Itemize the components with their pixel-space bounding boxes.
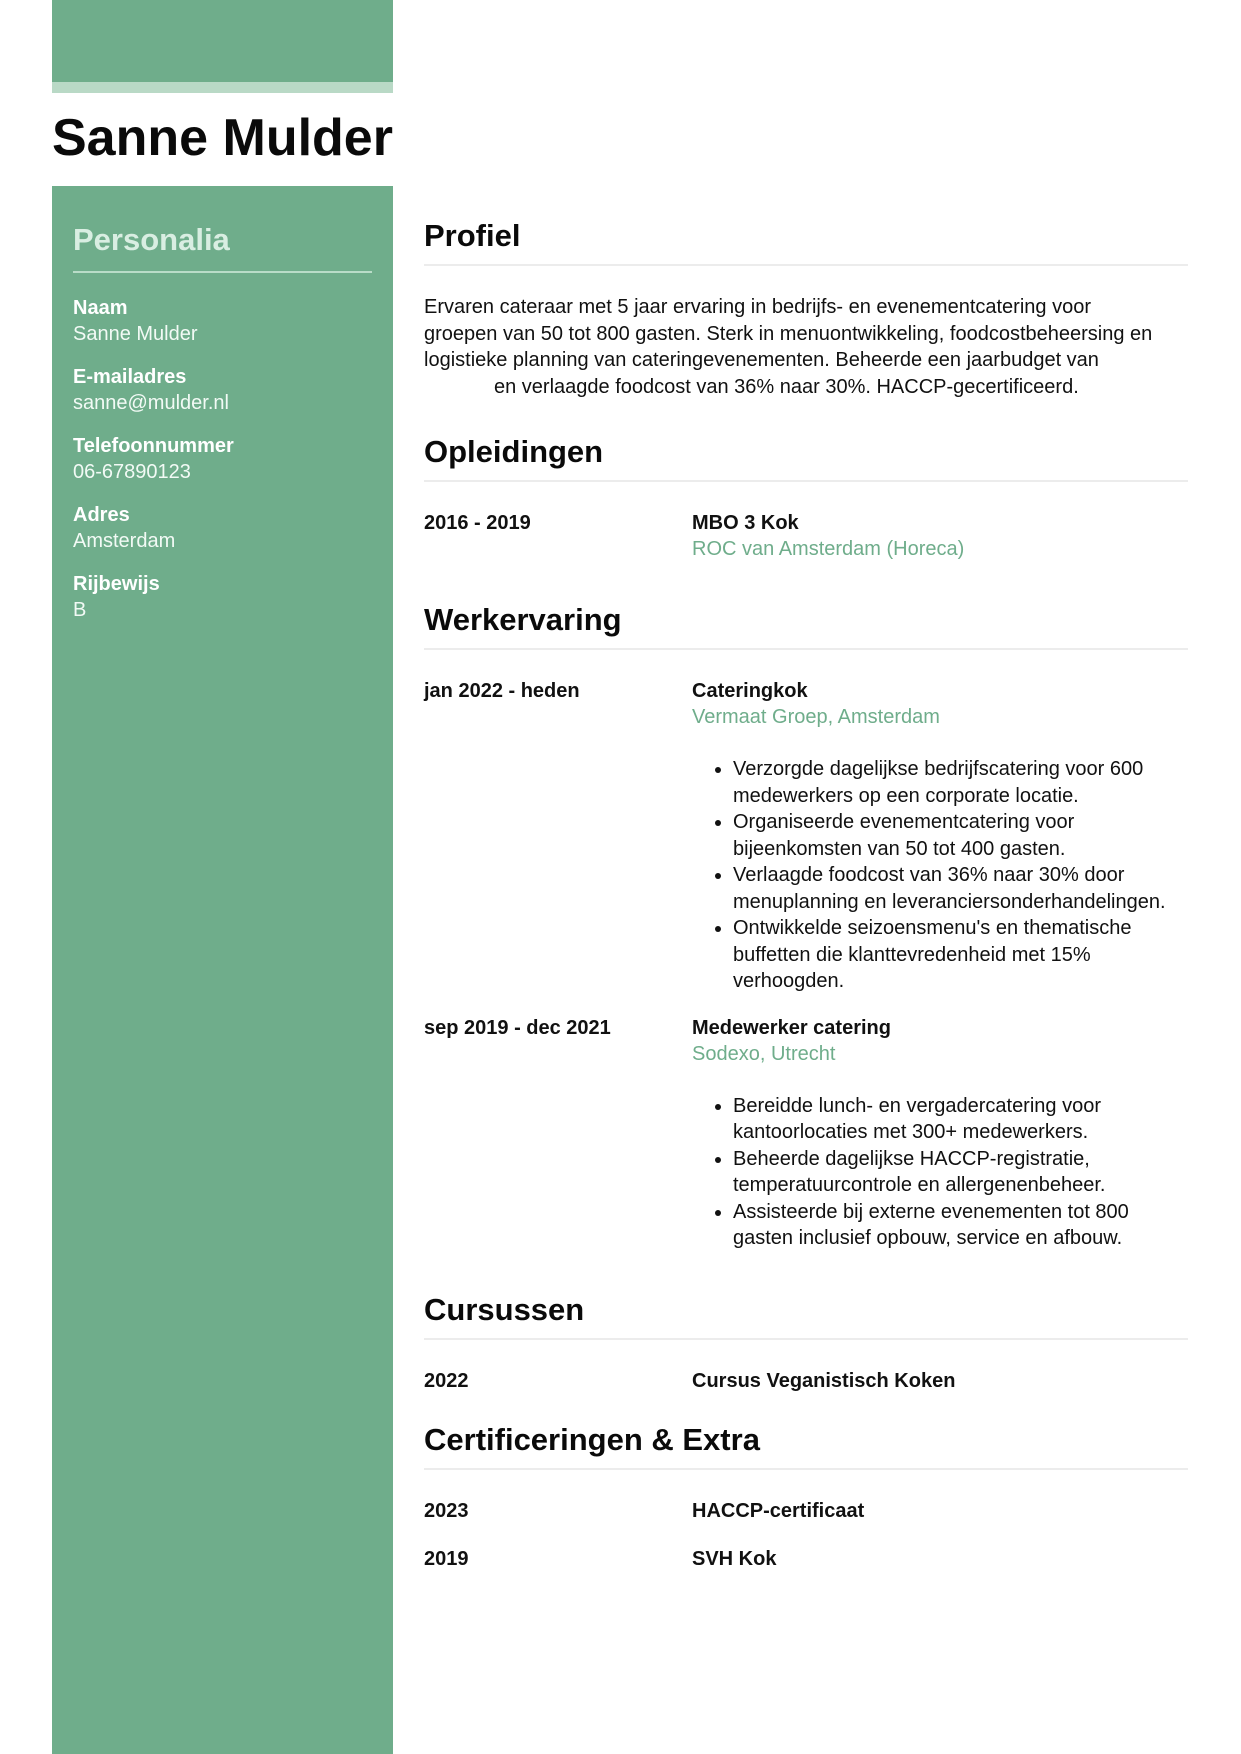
sidebar-title: Personalia [73, 222, 230, 257]
section-title-certifications: Certificeringen & Extra [424, 1421, 760, 1457]
education-section [424, 428, 1188, 562]
experience-section [424, 596, 1188, 1252]
field-label: E-mailadres [73, 366, 187, 388]
field-email [73, 364, 372, 416]
courses-section [424, 1286, 1188, 1394]
profile-line: Ervaren cateraar met 5 jaar ervaring in bedrijfs- en evenementcatering voor [424, 296, 1091, 318]
profile-text [424, 294, 1188, 400]
entry-date: 2016 - 2019 [424, 512, 531, 534]
candidate-name: Sanne Mulder [52, 109, 393, 167]
entry-body [692, 1015, 1188, 1252]
bullet-item: • Ontwikkelde seizoensmenu's en thematische buffetten die klanttevredenheid met 15% verhoogden. [733, 915, 1188, 995]
header-accent-stripe [52, 82, 393, 93]
profile-line: logistieke planning van cateringevenementen. Beheerde een jaarbudget van [424, 349, 1099, 371]
entry-body [692, 1546, 1188, 1572]
section-title-profile: Profiel [424, 218, 521, 253]
section-divider [424, 1468, 1188, 1470]
entry-title: Cateringkok [692, 680, 808, 702]
entry-title: SVH Kok [692, 1547, 777, 1570]
entry-bullet-list [692, 1093, 1188, 1252]
certification-entry [424, 1498, 1188, 1524]
field-value: sanne@mulder.nl [73, 392, 229, 414]
entry-title: MBO 3 Kok [692, 512, 799, 534]
field-address [73, 502, 372, 554]
education-entry [424, 510, 1188, 562]
field-label: Adres [73, 504, 130, 526]
main-content [424, 212, 1188, 1594]
field-value: Sanne Mulder [73, 323, 198, 345]
section-divider [424, 480, 1188, 482]
entry-date: sep 2019 - dec 2021 [424, 1016, 611, 1039]
field-name [73, 295, 372, 347]
entry-date: 2019 [424, 1547, 469, 1570]
field-value: Amsterdam [73, 530, 176, 552]
bullet-item: • Beheerde dagelijkse HACCP-registratie, temperatuurcontrole en allergenenbeheer. [733, 1146, 1188, 1199]
entry-body [692, 510, 1188, 562]
field-value: B [73, 599, 87, 621]
entry-employer: Vermaat Groep, Amsterdam [692, 706, 940, 728]
experience-entry [424, 678, 1188, 995]
entry-title: Medewerker catering [692, 1016, 891, 1039]
section-title-education: Opleidingen [424, 434, 604, 469]
bullet-item: • Assisteerde bij externe evenementen tot 800 gasten inclusief opbouw, service en afbouw. [733, 1199, 1188, 1252]
section-divider [424, 1338, 1188, 1340]
field-label: Rijbewijs [73, 573, 160, 595]
profile-section [424, 212, 1188, 400]
field-value: 06-67890123 [73, 461, 191, 483]
field-drivers-license [73, 571, 372, 623]
entry-employer: Sodexo, Utrecht [692, 1042, 836, 1065]
sidebar-divider [73, 271, 372, 273]
entry-date: jan 2022 - heden [424, 680, 580, 702]
bullet-item: • Verlaagde foodcost van 36% naar 30% door menuplanning en leveranciersonderhandelingen. [733, 862, 1188, 915]
bullet-item: • Verzorgde dagelijkse bedrijfscatering voor 600 medewerkers op een corporate locatie. [733, 756, 1188, 809]
field-label: Naam [73, 297, 128, 319]
entry-institution: ROC van Amsterdam (Horeca) [692, 538, 965, 560]
entry-title: Cursus Veganistisch Koken [692, 1369, 956, 1392]
header-color-block [52, 0, 393, 82]
bullet-item: • Organiseerde evenementcatering voor bijeenkomsten van 50 tot 400 gasten. [733, 809, 1188, 862]
profile-line: en verlaagde foodcost van 36% naar 30%. HACCP-gecertificeerd. [494, 375, 1079, 398]
course-entry [424, 1368, 1188, 1394]
personal-details-sidebar [52, 186, 393, 1754]
entry-bullet-list [692, 756, 1188, 995]
entry-date: 2023 [424, 1499, 469, 1522]
entry-body [692, 1498, 1188, 1524]
entry-title: HACCP-certificaat [692, 1499, 865, 1522]
profile-line: groepen van 50 tot 800 gasten. Sterk in menuontwikkeling, foodcostbeheersing en [424, 322, 1153, 345]
entry-body [692, 1368, 1188, 1394]
field-label: Telefoonnummer [73, 435, 234, 457]
experience-entry [424, 1015, 1188, 1252]
entry-date: 2022 [424, 1369, 469, 1392]
entry-body [692, 678, 1188, 995]
section-title-experience: Werkervaring [424, 602, 622, 637]
section-divider [424, 264, 1188, 266]
section-divider [424, 648, 1188, 650]
section-title-courses: Cursussen [424, 1291, 585, 1327]
field-phone [73, 433, 372, 485]
certification-entry [424, 1546, 1188, 1572]
bullet-item: • Bereidde lunch- en vergadercatering voor kantoorlocaties met 300+ medewerkers. [733, 1093, 1188, 1146]
certifications-section [424, 1416, 1188, 1572]
